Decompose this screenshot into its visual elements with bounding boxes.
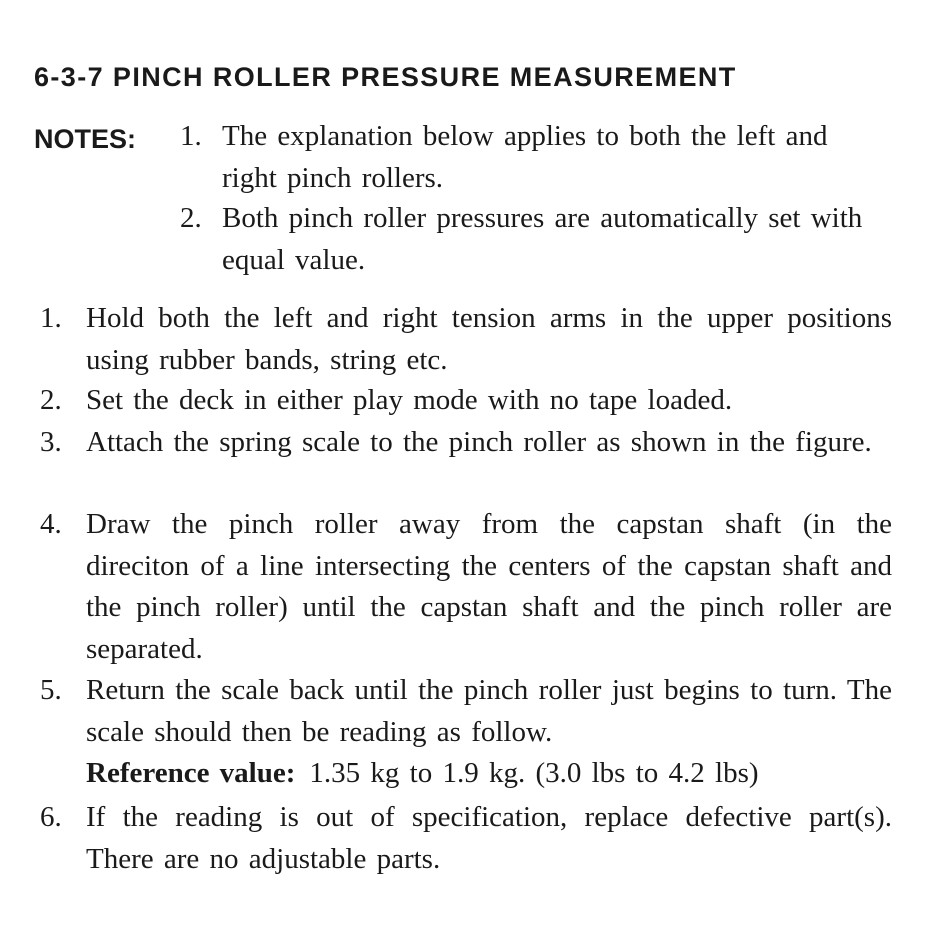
step-item: [40, 380, 892, 422]
step-item: [40, 504, 892, 670]
step-number: 6.: [40, 801, 62, 833]
step-text: Return the scale back until the pinch roller just begins to turn. The scale should then be reading as follow.: [86, 674, 892, 748]
step-number: 3.: [40, 426, 62, 458]
step-number: 2.: [40, 384, 62, 416]
notes-label: NOTES:: [34, 124, 137, 154]
note-text: The explanation below applies to both the left and right pinch rollers.: [222, 120, 828, 194]
reference-label: Reference value:: [86, 757, 296, 789]
step-text: If the reading is out of specification, replace defective part(s). There are no adjustable parts.: [86, 801, 892, 875]
note-number: 2.: [180, 202, 202, 234]
note-item: [180, 116, 880, 199]
step-text: Set the deck in either play mode with no tape loaded.: [86, 384, 733, 416]
step-item: [40, 298, 892, 381]
step-body: [86, 670, 892, 795]
step-item: [40, 422, 892, 464]
step-text: Draw the pinch roller away from the capstan shaft (in the direciton of a line intersecting the centers of the capstan shaft and the pinch roller) until the capstan shaft and the pinch roller are separated.: [86, 508, 892, 665]
note-item: [180, 198, 880, 281]
reference-line: [86, 753, 892, 795]
step-item: [40, 670, 892, 795]
step-number: 4.: [40, 508, 62, 540]
section-title: 6-3-7 PINCH ROLLER PRESSURE MEASUREMENT: [34, 62, 737, 92]
step-text: Hold both the left and right tension arms in the upper positions using rubber bands, string etc.: [86, 302, 892, 376]
reference-value: 1.35 kg to 1.9 kg. (3.0 lbs to 4.2 lbs): [309, 757, 759, 789]
step-item: [40, 797, 892, 880]
step-text: Attach the spring scale to the pinch roller as shown in the figure.: [86, 426, 872, 458]
note-text: Both pinch roller pressures are automatically set with equal value.: [222, 202, 863, 276]
step-number: 1.: [40, 302, 62, 334]
note-number: 1.: [180, 120, 202, 152]
step-number: 5.: [40, 674, 62, 706]
